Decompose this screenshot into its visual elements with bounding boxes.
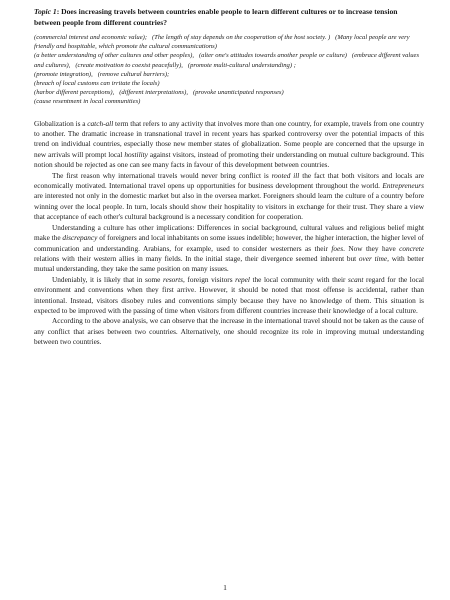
hint-phrase: (The length of stay depends on the cooperation of the host society. ) (151, 34, 331, 41)
hint-phrase: (embrace different values and cultures), (34, 52, 420, 69)
emphasis: resorts, (163, 274, 185, 284)
hint-phrase: (promote multi-cultural understanding) ; (187, 61, 296, 69)
emphasis: catch-all (87, 118, 114, 128)
essay-paragraph-2 (34, 171, 424, 223)
hint-phrase: (create motivation to coexist peacefully), (75, 61, 183, 69)
essay-paragraph-3 (34, 223, 424, 275)
text-run: Understanding a culture has other implications: Differences in social background, cultural values and religious belief might make the (34, 222, 424, 243)
emphasis: foes (331, 243, 344, 253)
hint-phrase: (Many local people are very friendly and hospitable, which promote the cultural communications) (34, 34, 410, 51)
text-run: foreign visitors (184, 274, 236, 284)
emphasis: rooted ill (271, 170, 300, 180)
text-run: term that refers to any activity that involves more than one country, for example, travels from one country to another. The dramatic increase in transnational travel in recent years has sparked controversy over the potential impacts of this trend on individual countries, especially those new member states of globalization. Some people are concerned that the upsurge in new arrivals will prompt local (34, 118, 424, 159)
page-number: 1 (223, 583, 227, 592)
text-run: regard for the local environment and conventions when they first arrive. However, it should be noted that most offense is accidental, rather than intentional. Instead, visitors disobey rules and conventions simply because they have no knowledge of them. This situation is expected to be improved with the passing of time when visitors from different countries increase their knowledge of a local culture. (34, 274, 424, 315)
hint-phrase: (different interpretations), (119, 89, 188, 97)
text-run: . Now they have (343, 243, 400, 253)
text-run: with better mutual understanding, they take the same position on many issues. (34, 253, 425, 274)
text-run: The first reason why international travels would never bring conflict is (52, 170, 272, 180)
hint-phrases (34, 33, 424, 107)
emphasis: repel (235, 274, 250, 284)
hint-phrase: (provoke unanticipated responses) (192, 89, 284, 97)
text-run: Globalization is a (34, 118, 88, 128)
hint-phrase: (cause resentment in local communities) (34, 98, 141, 106)
text-run: of foreigners and local inhabitants on some issues indelible; however, the higher interaction, the higher level of communication and understanding. Arabians, for example, used to consider westerners as their (34, 233, 424, 253)
emphasis: hostility (124, 149, 148, 159)
text-run: against visitors, instead of promoting their understanding on mutual culture background. This notion should be rejected as one can see many facts in favour of this development between countries. (34, 149, 424, 170)
text-run: According to the above analysis, we can observe that the increase in the international travel should not be taken as the cause of any conflict that arises between two countries. Alternatively, one should recognize its role in improving mutual understanding between two countries. (34, 316, 424, 347)
hint-phrase: (commercial interest and economic value); (34, 34, 148, 41)
text-run: relations with their western allies in many fields. In the initial stage, their divergence seemed inherent but (34, 253, 359, 263)
text-run: the fact that both visitors and locals are economically motivated. International travel opens up opportunities for business development throughout the world. (34, 170, 424, 191)
topic-label: Topic 1 (34, 7, 57, 16)
emphasis: discrepancy (62, 233, 98, 243)
topic-heading (34, 7, 424, 28)
essay-body (34, 119, 424, 348)
emphasis: over time, (358, 253, 389, 263)
essay-paragraph-4 (34, 275, 424, 317)
hint-phrase: (remove cultural barriers); (97, 70, 170, 78)
hint-phrase: (harbor different perceptions), (34, 89, 115, 97)
essay-paragraph-5 (34, 316, 424, 347)
text-run: are interested not only in the domestic market but also in the oversea market. Foreigners should learn the culture of a country before winning over the local people. In turn, locals should show their hospitality to visitors in exchange for their trust. They share a view that acceptance of each other's cultural background is a necessary condition for cooperation. (34, 191, 424, 222)
hint-phrase: (a better understanding of other cultures and other peoples), (34, 52, 194, 60)
emphasis: concrete (399, 243, 424, 253)
hint-phrase: (alter one's attitudes towards another people or culture) (198, 52, 347, 60)
topic-title: : Does increasing travels between countries enable people to learn different cultures or to increase tension between people from different countries? (34, 7, 398, 27)
text-run: the local community with their (249, 274, 349, 284)
emphasis: scant (348, 274, 364, 284)
text-run: Undeniably, it is likely that in some (52, 274, 164, 284)
hint-phrase: (breach of local customs can irritate the locals) (34, 80, 160, 88)
hint-phrase: (promote integration), (34, 70, 93, 78)
essay-paragraph-1 (34, 119, 424, 171)
emphasis: Entrepreneurs (382, 181, 424, 191)
